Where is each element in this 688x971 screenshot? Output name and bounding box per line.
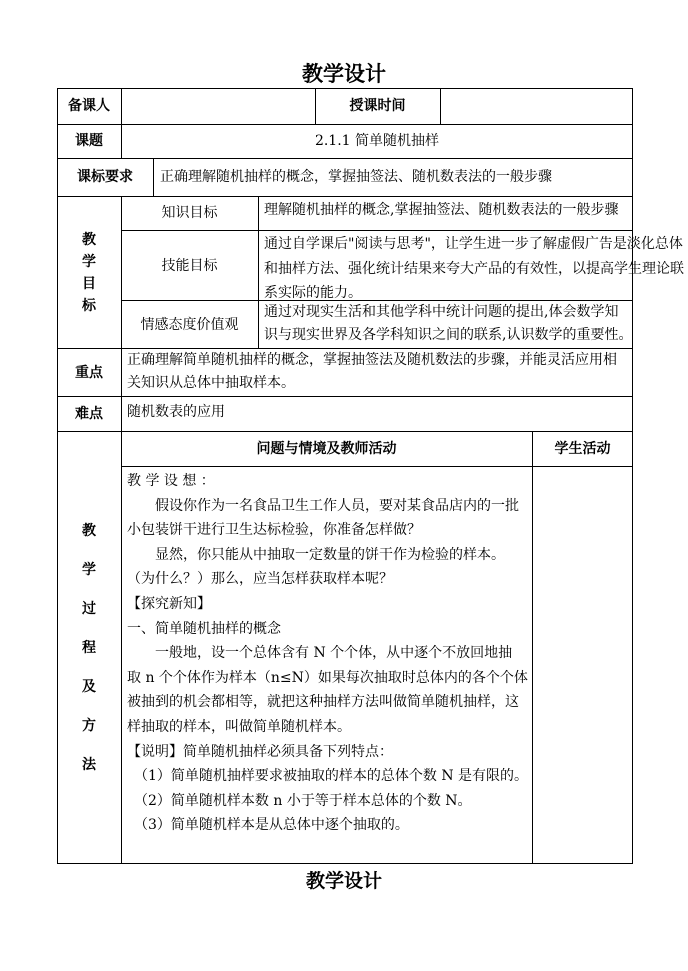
- content-line: （为什么？）那么，应当怎样获取样本呢？: [127, 571, 393, 588]
- process-label-5: 及: [82, 679, 96, 695]
- process-label-7: 法: [82, 757, 96, 773]
- topic-label: 课题: [75, 133, 103, 149]
- content-line: 被抽到的机会都相等，就把这种抽样方法叫做简单随机抽样，这: [127, 694, 519, 711]
- objectives-label-1: 教: [82, 232, 96, 248]
- content-line: 取 n 个个体作为样本（n≤N）如果每次抽取时总体内的各个个体: [127, 669, 528, 686]
- knowledge-goal-label: 知识目标: [161, 205, 218, 221]
- content-line: 教 学 设 想 ：: [127, 473, 215, 489]
- objectives-label-3: 目: [82, 276, 96, 292]
- difficulty-label: 难点: [75, 406, 103, 422]
- teacher-activity-header: 问题与情境及教师活动: [256, 441, 397, 457]
- content-line: 【说明】简单随机抽样必须具备下列特点：: [127, 743, 393, 760]
- attitude-goal-label: 情感态度价值观: [140, 317, 239, 333]
- standard-label: 课标要求: [77, 169, 133, 185]
- attitude-goal-text: 通过对现实生活和其他学科中统计问题的提出,体会数学知 识与现实世界及各学科知识之间的联系,认识数学的重要性。: [264, 304, 633, 343]
- standard-value: 正确理解随机抽样的概念，掌握抽签法、随机数表法的一般步骤: [160, 169, 552, 185]
- content-line: 一、简单随机抽样的概念: [127, 620, 281, 637]
- footer-title: 教学设计: [305, 870, 382, 892]
- student-activity-header: 学生活动: [554, 441, 611, 457]
- skill-goal-text: 通过自学课后"阅读与思考"，让学生进一步了解虚假广告是淡化总体 和抽样方法、强化统计结果来夸大产品的有效性，以提高学生理论联 系实际的能力。: [264, 236, 684, 302]
- content-line: 假设你作为一名食品卫生工作人员，要对某食品店内的一批: [127, 497, 519, 514]
- page-title: 教学设计: [302, 62, 386, 86]
- process-label-3: 过: [82, 601, 96, 617]
- objectives-label-4: 标: [82, 298, 96, 314]
- process-label-6: 方: [82, 718, 96, 734]
- content-line: 【探究新知】: [127, 595, 211, 612]
- skill-goal-label: 技能目标: [161, 258, 218, 274]
- content-line: （3）简单随机样本是从总体中逐个抽取的。: [127, 817, 409, 834]
- lesson-time-label: 授课时间: [349, 98, 406, 114]
- process-label-1: 教: [82, 523, 96, 539]
- content-line: 小包装饼干进行卫生达标检验，你准备怎样做？: [127, 522, 421, 539]
- preparer-label: 备课人: [68, 98, 110, 114]
- key-point-label: 重点: [75, 365, 103, 381]
- key-point-text: 正确理解简单随机抽样的概念，掌握抽签法及随机数法的步骤，并能灵活应用相 关知识从总体中抽取样本。: [127, 352, 617, 391]
- content-line: 样抽取的样本，叫做简单随机样本。: [127, 718, 351, 735]
- process-label-2: 学: [82, 562, 96, 578]
- knowledge-goal-text: 理解随机抽样的概念,掌握抽签法、随机数表法的一般步骤: [264, 202, 619, 218]
- teacher-activity-content: [127, 469, 528, 838]
- objectives-label-2: 学: [82, 254, 96, 270]
- content-line: （2）简单随机样本数 n 小于等于样本总体的个数 N。: [127, 792, 472, 809]
- process-label-4: 程: [82, 640, 96, 656]
- difficulty-text: 随机数表的应用: [127, 404, 225, 420]
- content-line: （1）简单随机抽样要求被抽取的样本的总体个数 N 是有限的。: [127, 768, 529, 785]
- content-line: 一般地，设一个总体含有 N 个个体，从中逐个不放回地抽: [127, 645, 513, 662]
- content-line: 显然，你只能从中抽取一定数量的饼干作为检验的样本。: [127, 546, 505, 563]
- topic-value: 2.1.1 简单随机抽样: [314, 133, 440, 149]
